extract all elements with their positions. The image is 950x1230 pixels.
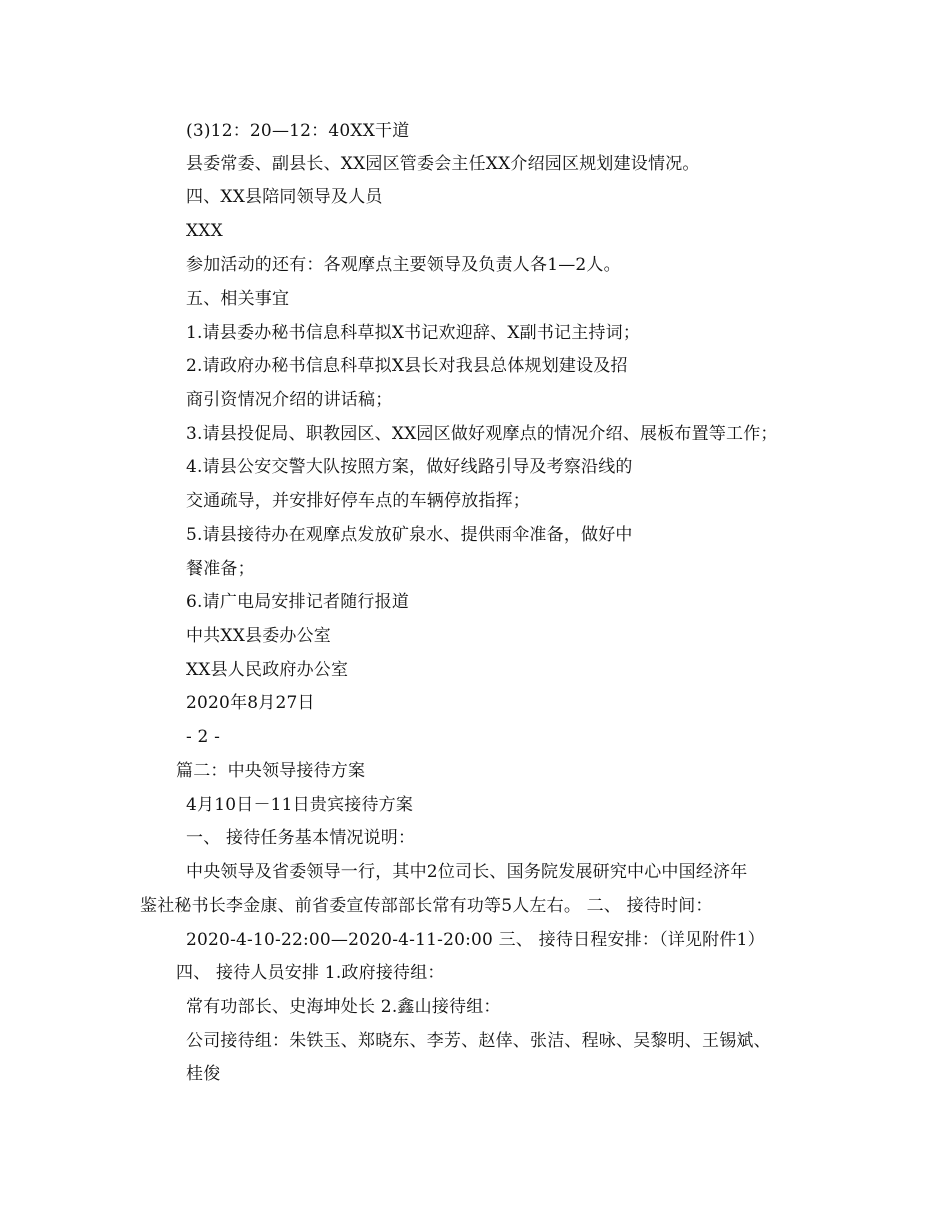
government-group-members: 常有功部长、史海坤处长 2.鑫山接待组： xyxy=(186,997,501,1017)
accompanying-person: XXX xyxy=(186,221,223,241)
section-heading-4: 四、XX县陪同领导及人员 xyxy=(186,187,383,207)
issue-date: 2020年8月27日 xyxy=(186,693,315,713)
page-number: - 2 - xyxy=(186,727,221,747)
task-item-2-continued: 商引资情况介绍的讲话稿； xyxy=(186,390,393,410)
company-group-members-continued: 桂俊 xyxy=(186,1064,221,1084)
guest-description-continued: 鉴社秘书长李金康、前省委宣传部部长常有功等5人左右。 二、 接待时间： xyxy=(140,896,713,916)
plan-title: 4月10日－11日贵宾接待方案 xyxy=(186,795,414,815)
schedule-item-3: (3)12：20—12：40XX干道 xyxy=(186,121,410,141)
section-heading-5: 五、相关事宜 xyxy=(186,289,290,309)
task-item-5: 5.请县接待办在观摩点发放矿泉水、提供雨伞准备，做好中 xyxy=(186,525,633,545)
staff-arrangement: 四、 接待人员安排 1.政府接待组： xyxy=(176,963,445,983)
part-two-title: 篇二：中央领导接待方案 xyxy=(176,761,366,781)
company-group-members: 公司接待组：朱铁玉、郑晓东、李芳、赵倖、张洁、程咏、吴黎明、王锡斌、 xyxy=(186,1031,771,1051)
issuer-government-office: XX县人民政府办公室 xyxy=(186,660,349,680)
task-item-6: 6.请广电局安排记者随行报道 xyxy=(186,592,410,612)
issuer-party-office: 中共XX县委办公室 xyxy=(186,626,332,646)
task-item-4: 4.请县公安交警大队按照方案，做好线路引导及考察沿线的 xyxy=(186,457,633,477)
section-heading-1: 一、 接待任务基本情况说明： xyxy=(186,828,416,848)
participants-note: 参加活动的还有：各观摩点主要领导及负责人各1—2人。 xyxy=(186,255,621,275)
reception-time: 2020-4-10-22:00—2020-4-11-20:00 三、 接待日程安排：（详见附件1） xyxy=(186,930,765,950)
task-item-1: 1.请县委办秘书信息科草拟X书记欢迎辞、X副书记主持词； xyxy=(186,323,641,343)
guest-description: 中央领导及省委领导一行，其中2位司长、国务院发展研究中心中国经济年 xyxy=(186,862,748,882)
schedule-item-3-detail: 县委常委、副县长、XX园区管委会主任XX介绍园区规划建设情况。 xyxy=(186,154,700,174)
task-item-3: 3.请县投促局、职教园区、XX园区做好观摩点的情况介绍、展板布置等工作； xyxy=(186,424,778,444)
task-item-2: 2.请政府办秘书信息科草拟X县长对我县总体规划建设及招 xyxy=(186,356,628,376)
task-item-5-continued: 餐准备； xyxy=(186,559,255,579)
task-item-4-continued: 交通疏导，并安排好停车点的车辆停放指挥； xyxy=(186,491,530,511)
